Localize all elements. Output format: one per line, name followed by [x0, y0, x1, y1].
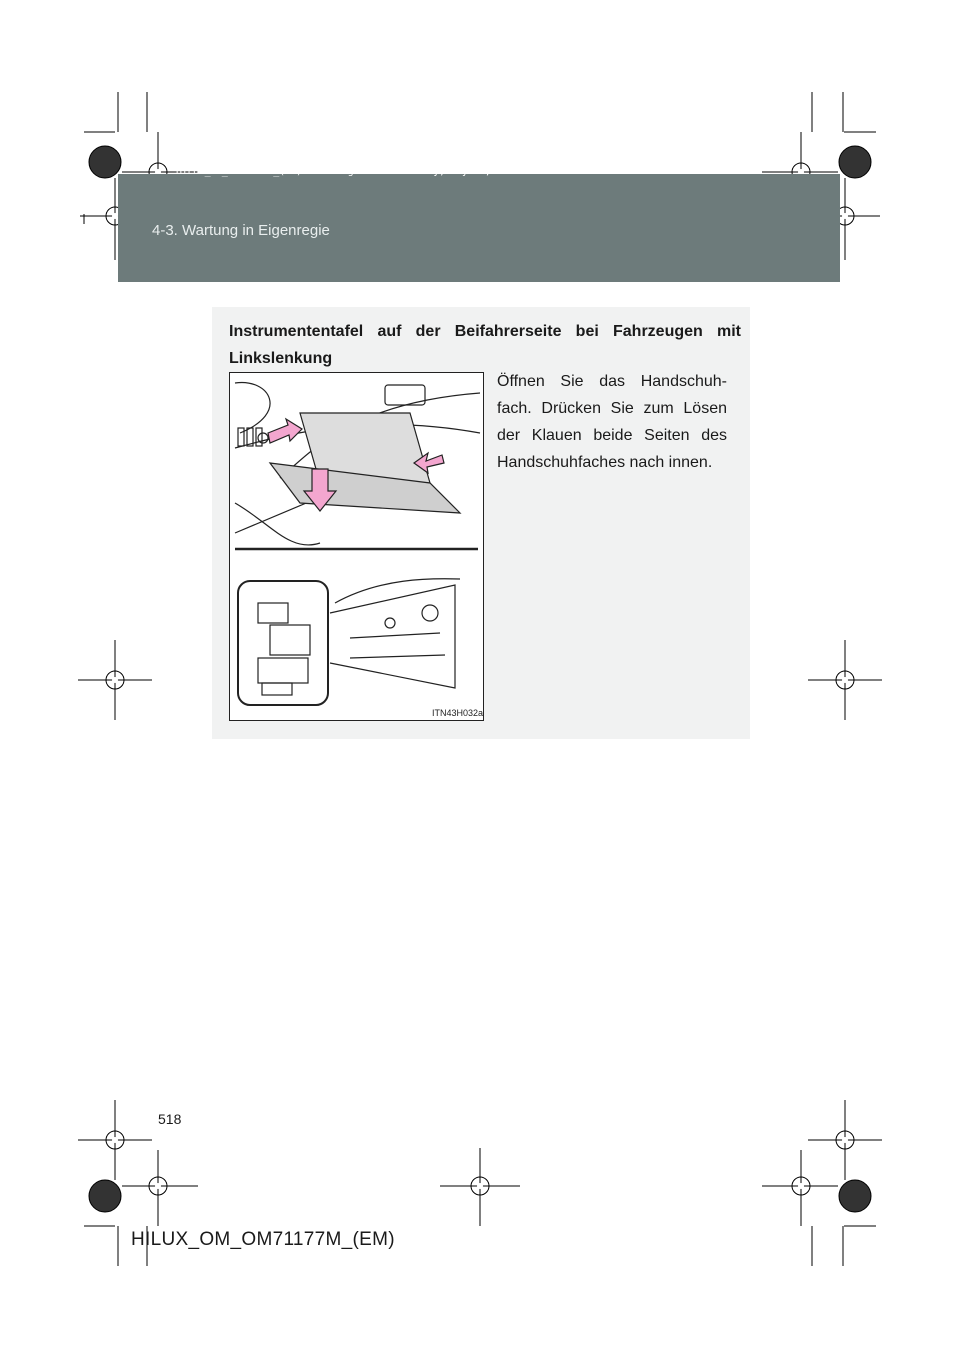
- panel-heading: Instrumententafel auf der Beifahrerseite bei Fahrzeugen mit Linkslenkung: [229, 323, 741, 367]
- page-number: 518: [158, 1111, 182, 1127]
- section-title: 4-3. Wartung in Eigenregie: [152, 222, 330, 239]
- print-info: HILUX_OM_OM71177M_(EM).book Page 518 Wednesday, May 16, 2012 1:28 PM: [176, 166, 565, 177]
- document-id: HILUX_OM_OM71177M_(EM): [131, 1229, 395, 1250]
- glovebox-illustration: [229, 372, 484, 721]
- instruction-text: Öffnen Sie das Handschuh-fach. Drücken Sie zum Lösen der Klauen beide Seiten des Handschuhfaches nach innen.: [497, 373, 727, 471]
- figure-code: ITN43H032a: [432, 708, 484, 718]
